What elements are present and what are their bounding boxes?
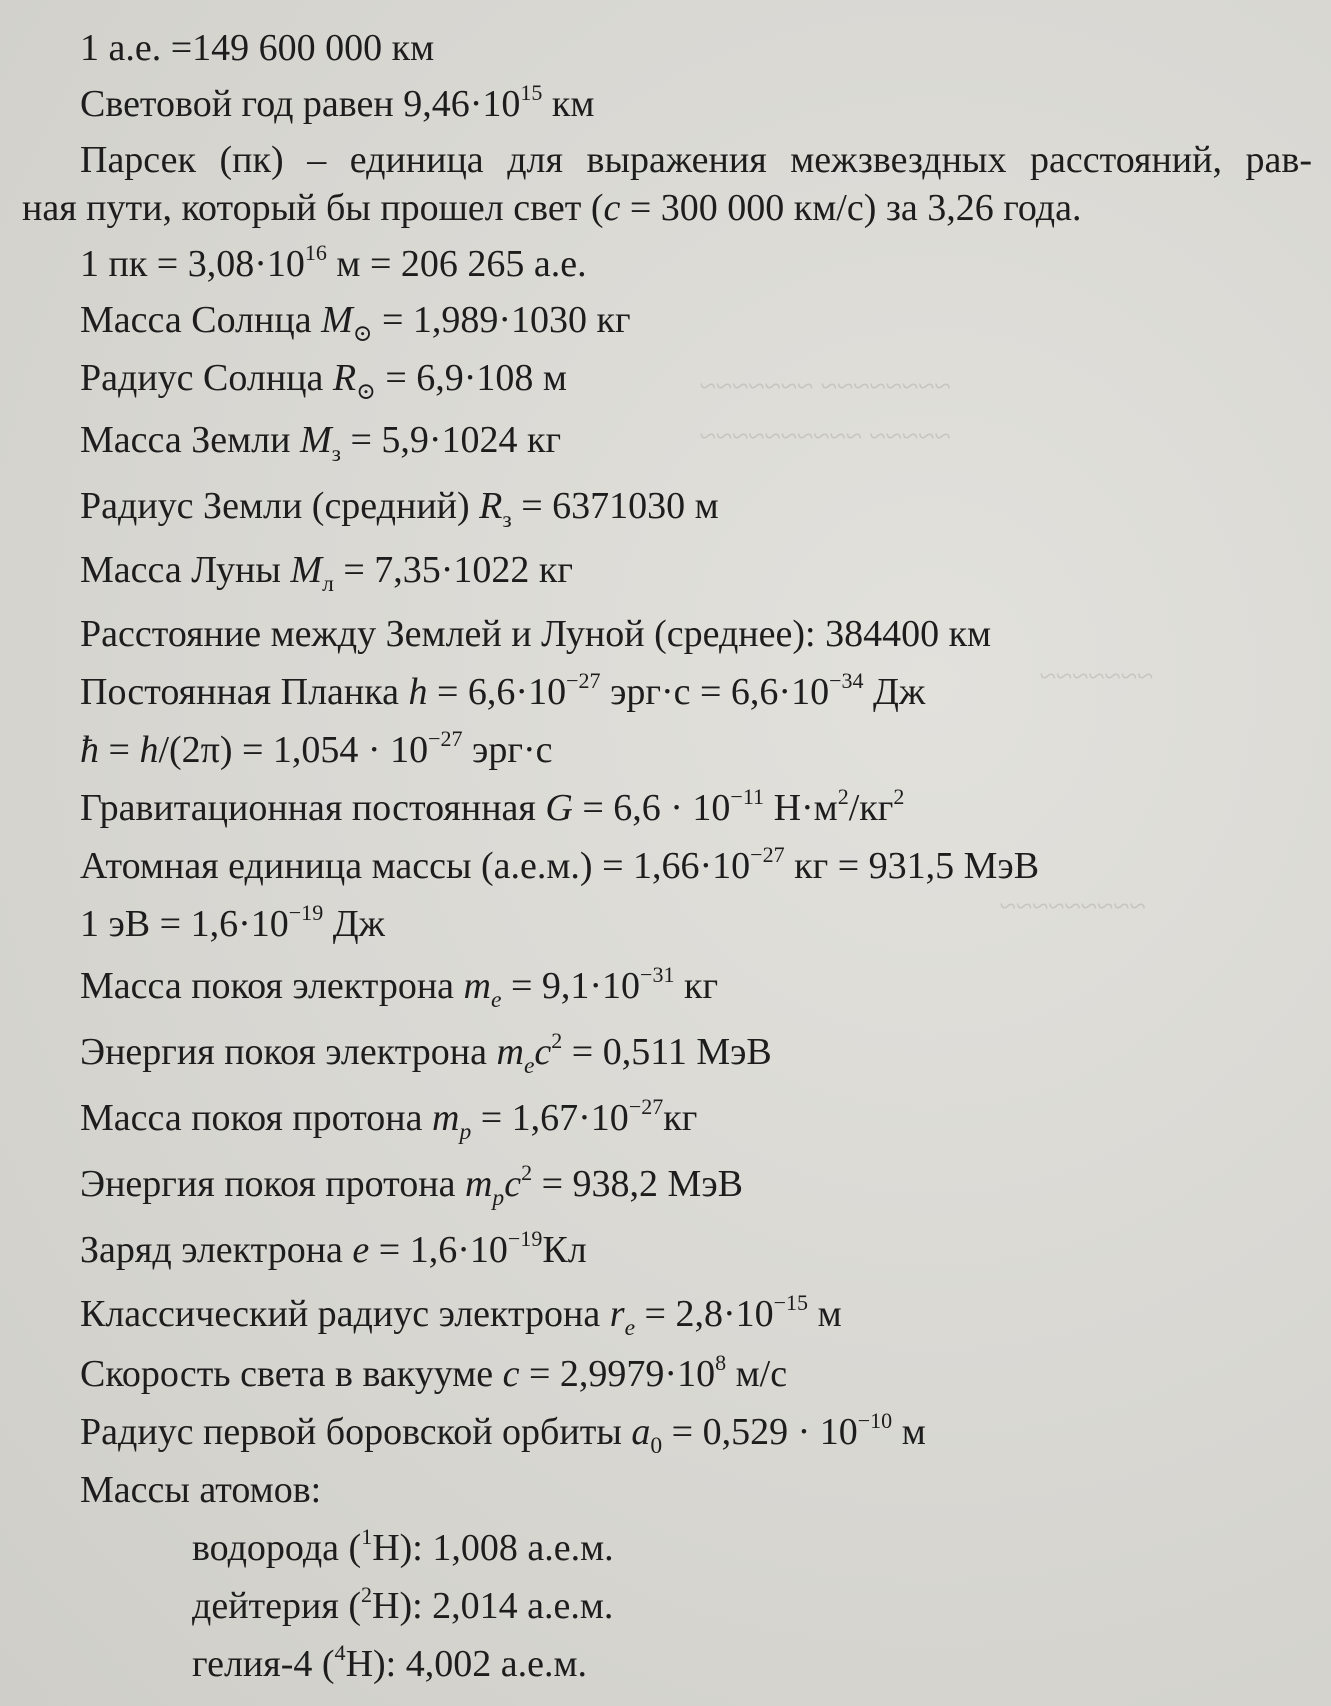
bleed-through-decoration: ~~~~~ ~~~~~~~~~~ [700, 420, 951, 453]
line-earth-mass: Масса Земли $M_з = 5,9\cdot 1024$ кг [80, 419, 562, 467]
line-hydrogen-mass: водорода ($^1$H): 1,008 а.е.м. [192, 1524, 614, 1569]
line-au: 1 а.е. =149 600 000 км [80, 27, 435, 69]
line-atomic-masses-title: Массы атомов: [80, 1469, 322, 1511]
line-bohr-radius: Радиус первой боровской орбиты $a_0 = 0,529 \cdot 10^{-10}$ м [80, 1408, 926, 1459]
line-helium4-mass: гелия-4 ($^4$H): 4,002 а.е.м. [192, 1640, 587, 1685]
line-proton-mass: Масса покоя протона $m_p = 1,67\cdot 10^{-27}кг$ [80, 1094, 698, 1145]
bleed-through-decoration: ~~~~~~~ [1040, 660, 1154, 693]
line-gravitational-constant: Гравитационная постоянная $G = 6,6 \cdot 10^{-11}$ $Н\cdot м^2/кг^2$ [80, 784, 905, 829]
line-parsec-definition-1: Парсек (пк) – единица для выражения межзвездных расстояний, рав- [80, 139, 1312, 181]
line-atomic-mass-unit: Атомная единица массы $(а.е.м.) = 1,66\cdot 10^{-27}$ кг = 931,5 МэВ [80, 842, 1040, 887]
line-electron-radius: Классический радиус электрона $r_e = 2,8\cdot 10^{-15}$ м [80, 1290, 842, 1341]
line-sun-mass: Масса Солнца $M_⊙ = 1,989\cdot 1030$ кг [80, 299, 631, 347]
line-moon-mass: Масса Луны $M_л = 7,35\cdot 1022$ кг [80, 549, 573, 597]
line-electron-volt: 1 эВ = $1,6\cdot 10^{-19}$ Дж [80, 900, 385, 945]
line-proton-rest-energy: Энергия покоя протона $m_pc^2 = 938,2$ МэВ [80, 1160, 743, 1211]
line-earth-radius: Радиус Земли (средний) $R_з = 6371030$ м [80, 485, 719, 533]
line-electron-charge: Заряд электрона $e = 1,6\cdot 10^{-19}Кл$ [80, 1226, 587, 1271]
bleed-through-decoration: ~~~~~~~~~ [1000, 890, 1147, 923]
line-deuterium-mass: дейтерия ($^2$H): 2,014 а.е.м. [192, 1582, 614, 1627]
line-light-year: Световой год равен $9,46\cdot 10^{15}$ км [80, 80, 595, 125]
line-parsec-value: 1 пк = $3,08\cdot 10^{16}$ м = 206 265 а.е. [80, 240, 587, 285]
line-earth-moon-distance: Расстояние между Землей и Луной (среднее): 384400 км [80, 613, 992, 655]
line-planck-constant: Постоянная Планка $h = 6,6\cdot 10^{-27}$ $эрг\cdot с = 6,6\cdot 10^{-34}$ Дж [80, 668, 926, 713]
line-reduced-planck: ħ = $h/(2\pi) = 1,054 \cdot 10^{-27}$ эрг·с [80, 726, 553, 771]
line-speed-of-light: Скорость света в вакууме $c = 2,9979\cdot 10^8$ м/с [80, 1350, 788, 1395]
line-sun-radius: Радиус Солнца $R_⊙ = 6,9\cdot 108$ м [80, 357, 567, 405]
line-parsec-definition-2: ная пути, который бы прошел свет (c = 300 000 км/с) за 3,26 года. [22, 187, 1082, 229]
line-electron-rest-energy: Энергия покоя электрона $m_ec^2 = 0,511$ МэВ [80, 1028, 772, 1079]
line-electron-mass: Масса покоя электрона $m_e = 9,1\cdot 10^{-31}$ кг [80, 962, 719, 1013]
bleed-through-decoration: ~~~~~~~~ ~~~~~~~ [700, 370, 951, 403]
